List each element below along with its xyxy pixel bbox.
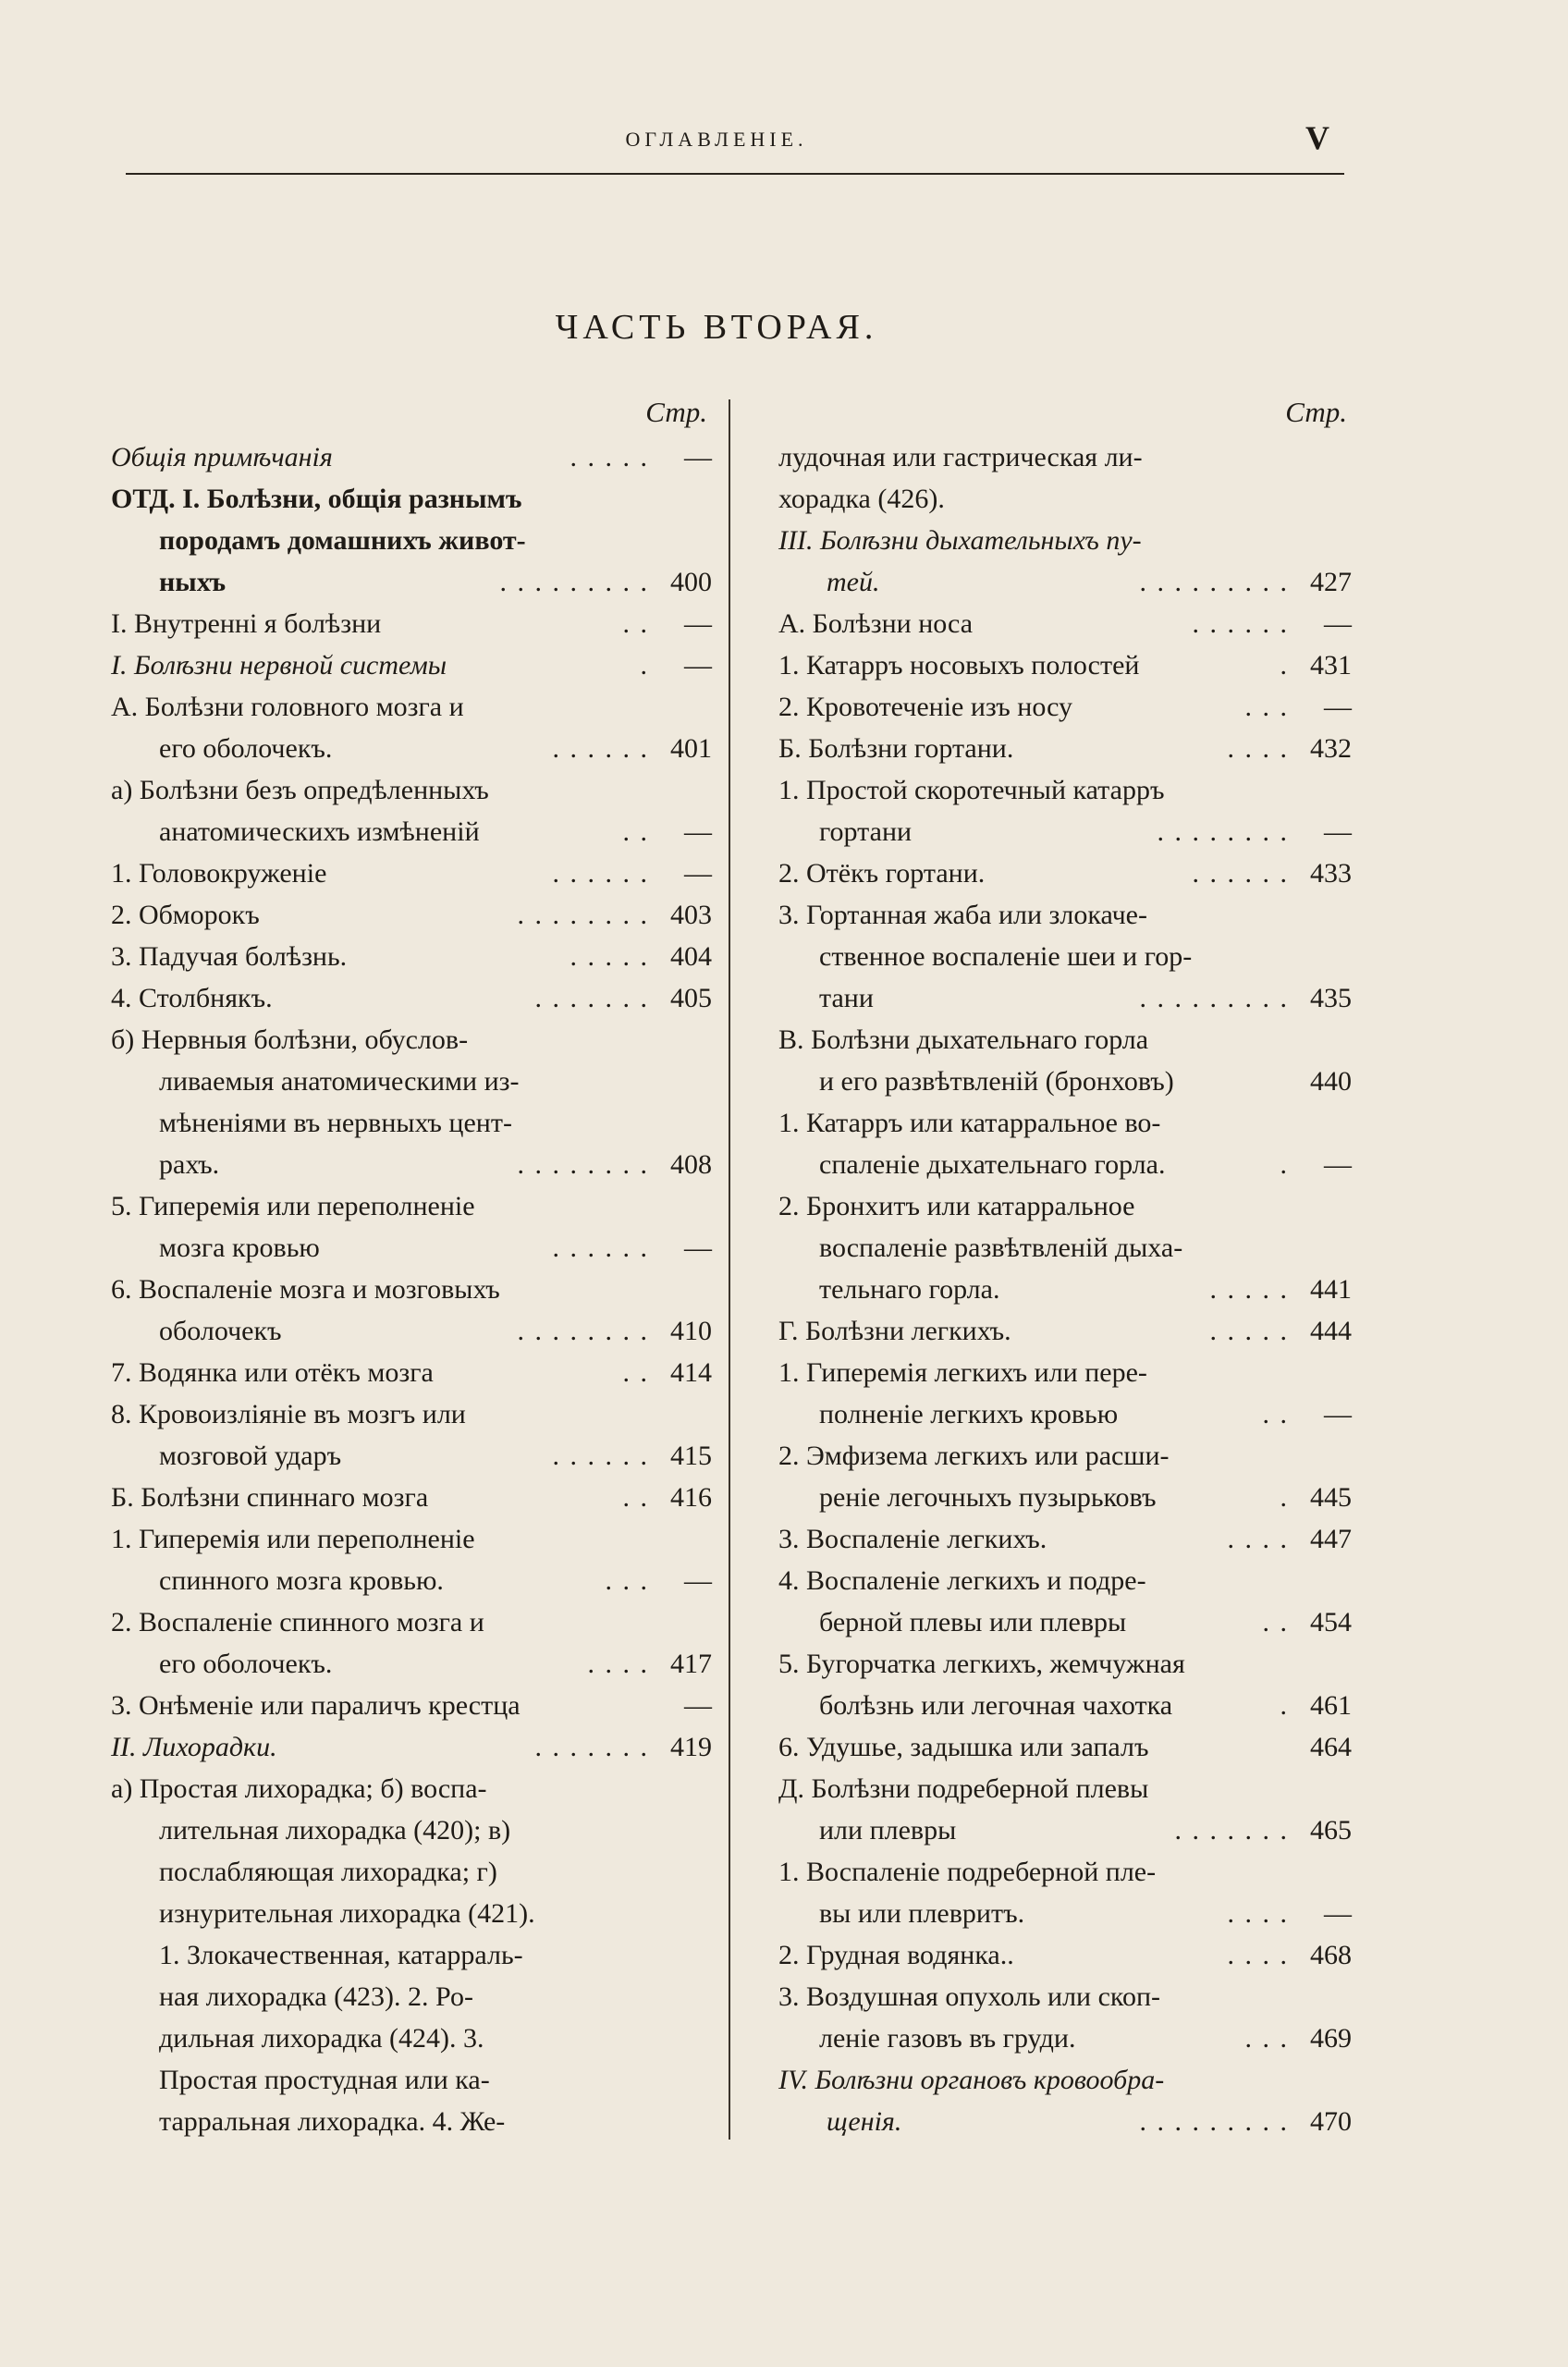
toc-entry-page: — (684, 650, 712, 681)
toc-entry (778, 478, 1352, 520)
toc-entry (778, 1934, 1352, 1976)
toc-entry (778, 1393, 1352, 1435)
toc-entry (111, 1601, 712, 1643)
toc-entry-leader: . . . . . . (544, 1233, 649, 1263)
toc-entry-leader: . . . . . . . (1166, 1815, 1289, 1846)
toc-entry (778, 1560, 1352, 1601)
toc-entry-page: — (1324, 692, 1352, 722)
toc-entry (111, 1893, 712, 1934)
toc-entry-title: спаленіе дыхательнаго горла. (819, 1149, 1166, 1180)
toc-entry-leader: . . . . . . . . . (1131, 983, 1289, 1013)
toc-entry-title: 2. Отёкъ гортани. (778, 858, 986, 889)
toc-entry-page: — (1324, 816, 1352, 847)
toc-entry (778, 1310, 1352, 1352)
toc-entry-title: 1. Простой скоротечный катарръ (778, 775, 1165, 805)
toc-entry-leader: . . . . . . . . (508, 1316, 649, 1346)
toc-entry (111, 1809, 712, 1851)
toc-entry-title: 5. Гиперемія или переполненіе (111, 1191, 475, 1221)
toc-entry (111, 1477, 712, 1518)
toc-entry (111, 561, 712, 603)
toc-entry-title: а) Простая лихорадка; б) воспа- (111, 1773, 487, 1804)
toc-entry (111, 1185, 712, 1227)
toc-entry-page: — (684, 1565, 712, 1596)
toc-entry-title: 7. Водянка или отёкъ мозга (111, 1357, 434, 1388)
toc-entry (111, 686, 712, 728)
toc-entry-leader: . . (1254, 1607, 1289, 1637)
toc-entry (778, 644, 1352, 686)
toc-entry-leader: . . . (1236, 692, 1289, 722)
toc-entry-page: 470 (1310, 2106, 1352, 2137)
toc-entry-page: 401 (670, 733, 712, 764)
toc-entry (778, 1643, 1352, 1685)
toc-entry-title: послабляющая лихорадка; г) (159, 1857, 497, 1887)
toc-entry-title: 5. Бугорчатка легкихъ, жемчужная (778, 1649, 1185, 1679)
toc-entry-leader: . . (614, 1482, 649, 1513)
toc-entry-title: тани (819, 983, 874, 1013)
toc-entry-title: 3. Гортанная жаба или злокаче- (778, 900, 1147, 930)
toc-entry-title: или плевры (819, 1815, 957, 1846)
toc-entry-page: 465 (1310, 1815, 1352, 1846)
toc-entry-page: 447 (1310, 1524, 1352, 1554)
toc-entry-title: берной плевы или плевры (819, 1607, 1127, 1637)
toc-entry (111, 2059, 712, 2101)
toc-entry (778, 1601, 1352, 1643)
toc-entry-title: IV. Болѣзни органовъ кровообра- (778, 2065, 1165, 2095)
toc-entry (111, 478, 712, 520)
toc-entry (778, 2017, 1352, 2059)
toc-entry-title: Б. Болѣзни гортани. (778, 733, 1014, 764)
toc-entry (111, 2017, 712, 2059)
toc-entry-leader: . . . . . . . . . (491, 567, 649, 597)
toc-entry (778, 1726, 1352, 1768)
toc-entry (111, 852, 712, 894)
toc-entry-title: 4. Воспаленіе легкихъ и подре- (778, 1565, 1146, 1596)
toc-entry (111, 1518, 712, 1560)
toc-entry (111, 2101, 712, 2142)
toc-entry (111, 1726, 712, 1768)
toc-entry-title: мозга кровью (159, 1233, 320, 1263)
toc-entry-title: дильная лихорадка (424). 3. (159, 2023, 484, 2054)
toc-entry (111, 1144, 712, 1185)
toc-entry (778, 1102, 1352, 1144)
toc-entry-leader: . . . . . . . . (508, 1149, 649, 1180)
toc-entry (778, 2101, 1352, 2142)
toc-entry-page: — (1324, 608, 1352, 639)
toc-entry-title: А. Болѣзни носа (778, 608, 974, 639)
toc-entry-page: 414 (670, 1357, 712, 1388)
toc-entry-leader: . . . . . . (1183, 608, 1289, 639)
toc-entry-title: ная лихорадка (423). 2. Ро- (159, 1981, 473, 2012)
toc-entry-page: 432 (1310, 733, 1352, 764)
toc-entry (111, 977, 712, 1019)
toc-entry-title: 2. Эмфизема легкихъ или расши- (778, 1441, 1170, 1471)
toc-entries-right (778, 436, 1352, 2142)
toc-entry-page: 431 (1310, 650, 1352, 681)
toc-entry-title: воспаленіе развѣтвленій дыха- (819, 1233, 1183, 1263)
toc-entry (778, 520, 1352, 561)
toc-entry-title: Б. Болѣзни спиннаго мозга (111, 1482, 429, 1513)
toc-entry-page: 415 (670, 1441, 712, 1471)
toc-entry (111, 1227, 712, 1269)
toc-entry-title: б) Нервныя болѣзни, обуслов- (111, 1024, 469, 1055)
toc-entry (111, 1269, 712, 1310)
toc-entry (778, 1893, 1352, 1934)
toc-entry-leader: . . . . (1219, 733, 1289, 764)
toc-entry (778, 603, 1352, 644)
toc-entry-leader: . . . . . . . . (1148, 816, 1289, 847)
toc-entry-page: — (684, 608, 712, 639)
toc-entry-title: 1. Гиперемія или переполненіе (111, 1524, 475, 1554)
toc-entry-leader: . . . . (1219, 1524, 1289, 1554)
toc-entry-page: 454 (1310, 1607, 1352, 1637)
toc-entry (111, 1643, 712, 1685)
toc-entry-title: Д. Болѣзни подреберной плевы (778, 1773, 1149, 1804)
toc-entry-title: породамъ домашнихъ живот- (159, 525, 526, 556)
toc-entry-title: 2. Грудная водянка.. (778, 1940, 1014, 1970)
toc-entry-title: 6. Воспаленіе мозга и мозговыхъ (111, 1274, 500, 1305)
toc-entry (778, 1768, 1352, 1809)
toc-entry-title: а) Болѣзни безъ опредѣленныхъ (111, 775, 489, 805)
toc-entry (111, 769, 712, 811)
toc-entry-page: 444 (1310, 1316, 1352, 1346)
toc-entry-leader: . . . . . . (544, 733, 649, 764)
toc-entry-leader: . . . . . . (544, 858, 649, 889)
toc-entry (778, 1061, 1352, 1102)
toc-entry-leader: . . . . . . (1183, 858, 1289, 889)
toc-entry (111, 728, 712, 769)
toc-entry-page: — (684, 442, 712, 472)
toc-entry-title: I. Болѣзни нервной системы (111, 650, 447, 681)
toc-entry-page: 464 (1310, 1732, 1352, 1762)
toc-entry-page: 405 (670, 983, 712, 1013)
toc-entry (111, 1976, 712, 2017)
toc-entry-title: ОТД. І. Болѣзни, общія разнымъ (111, 484, 522, 514)
toc-entry-title: ливаемыя анатомическими из- (159, 1066, 520, 1097)
toc-entry-page: 468 (1310, 1940, 1352, 1970)
toc-entry-title: вы или плевритъ. (819, 1898, 1025, 1929)
toc-entry-title: 1. Злокачественная, катарраль- (159, 1940, 523, 1970)
toc-entry-title: мозговой ударъ (159, 1441, 342, 1471)
toc-entry (778, 936, 1352, 977)
toc-entry-title: болѣзнь или легочная чахотка (819, 1690, 1173, 1721)
part-title: ЧАСТЬ ВТОРАЯ. (555, 308, 878, 347)
toc-entry-title: 2. Обморокъ (111, 900, 260, 930)
toc-entry-leader: . . (614, 608, 649, 639)
toc-entry (111, 1685, 712, 1726)
toc-entry (111, 1019, 712, 1061)
running-title: ОГЛАВЛЕНІЕ. (625, 128, 808, 151)
toc-entry-title: тей. (827, 567, 880, 597)
toc-entry-page: 445 (1310, 1482, 1352, 1513)
toc-entry (778, 561, 1352, 603)
toc-entry-title: изнурительная лихорадка (421). (159, 1898, 535, 1929)
toc-entry (778, 1518, 1352, 1560)
toc-entry-title: 2. Воспаленіе спинного мозга и (111, 1607, 484, 1637)
toc-entry-title: 3. Онѣменіе или параличъ крестца (111, 1690, 521, 1721)
toc-entry-title: 3. Падучая болѣзнь. (111, 941, 348, 972)
toc-entry (111, 1934, 712, 1976)
toc-entry-title: леніе газовъ въ груди. (819, 2023, 1076, 2054)
toc-entry (111, 520, 712, 561)
toc-entry-title: 1. Катарръ или катарральное во- (778, 1108, 1161, 1138)
toc-entry (111, 436, 712, 478)
toc-entry-leader: . . (1254, 1399, 1289, 1429)
toc-entry-page: 408 (670, 1149, 712, 1180)
toc-entry-page: 435 (1310, 983, 1352, 1013)
toc-entry-title: мѣненіями въ нервныхъ цент- (159, 1108, 512, 1138)
toc-entry (778, 894, 1352, 936)
toc-entry (111, 1352, 712, 1393)
toc-entry (778, 1851, 1352, 1893)
toc-entry-title: тельнаго горла. (819, 1274, 1000, 1305)
toc-entry (111, 1061, 712, 1102)
toc-entry (778, 1685, 1352, 1726)
toc-entry-title: ственное воспаленіе шеи и гор- (819, 941, 1193, 972)
toc-entry-page: 400 (670, 567, 712, 597)
toc-entry (778, 811, 1352, 852)
toc-entry-title: 1. Гиперемія легкихъ или пере- (778, 1357, 1147, 1388)
toc-entry-title: 4. Столбнякъ. (111, 983, 273, 1013)
toc-entry-page: — (1324, 1898, 1352, 1929)
toc-entry-title: тарральная лихорадка. 4. Же- (159, 2106, 506, 2137)
toc-entry-title: 1. Головокруженіе (111, 858, 327, 889)
toc-entry (111, 1768, 712, 1809)
toc-entry-title: его оболочекъ. (159, 733, 333, 764)
toc-entry-page: — (1324, 1399, 1352, 1429)
toc-entry-page: 469 (1310, 2023, 1352, 2054)
toc-entry-page: 417 (670, 1649, 712, 1679)
toc-entry-title: 2. Бронхитъ или катарральное (778, 1191, 1135, 1221)
toc-entry-title: 1. Катарръ носовыхъ полостей (778, 650, 1140, 681)
toc-entry-page: 440 (1310, 1066, 1352, 1097)
column-divider (729, 399, 730, 2140)
toc-entry-title: спинного мозга кровью. (159, 1565, 444, 1596)
toc-entry-page: 404 (670, 941, 712, 972)
toc-entry (778, 1477, 1352, 1518)
toc-entry (778, 769, 1352, 811)
toc-entry-leader: . . (614, 1357, 649, 1388)
toc-entry-leader: . . . . . . (544, 1441, 649, 1471)
toc-entry-leader: . . . . (579, 1649, 649, 1679)
toc-entry-leader: . . . (596, 1565, 649, 1596)
toc-entry-title: ныхъ (159, 567, 227, 597)
toc-right-column (778, 396, 1352, 2142)
toc-entry-leader: . . . . . . . (526, 1732, 649, 1762)
toc-entry (111, 1435, 712, 1477)
page-column-label: Стр. (1285, 396, 1347, 428)
toc-entry-title: Г. Болѣзни легкихъ. (778, 1316, 1011, 1346)
toc-entry-leader: . . . . (1219, 1898, 1289, 1929)
toc-entry-page: — (684, 1233, 712, 1263)
toc-entry-leader: . (1271, 1149, 1289, 1180)
toc-entry-title: Общія примѣчанія (111, 442, 333, 472)
toc-entry-page: — (684, 858, 712, 889)
toc-entry (778, 977, 1352, 1019)
toc-entry-title: анатомическихъ измѣненій (159, 816, 480, 847)
toc-entry-leader: . (1271, 650, 1289, 681)
toc-entry (778, 1269, 1352, 1310)
toc-entry-leader: . (631, 650, 649, 681)
toc-entry-title: II. Лихорадки. (111, 1732, 277, 1762)
toc-entry (111, 1393, 712, 1435)
toc-entry-title: полненіе легкихъ кровью (819, 1399, 1119, 1429)
toc-entry-leader: . . (614, 816, 649, 847)
toc-entry-title: 2. Кровотеченіе изъ носу (778, 692, 1072, 722)
toc-entry-leader: . . . (1236, 2023, 1289, 2054)
toc-entry-title: 1. Воспаленіе подреберной пле- (778, 1857, 1157, 1887)
toc-entry-title: оболочекъ (159, 1316, 282, 1346)
toc-entry-page: 403 (670, 900, 712, 930)
toc-entry (111, 936, 712, 977)
toc-entry-leader: . . . . . . . (526, 983, 649, 1013)
toc-entry (778, 728, 1352, 769)
toc-entry-page: — (684, 1690, 712, 1721)
toc-entry-page: 433 (1310, 858, 1352, 889)
toc-entry-page: 461 (1310, 1690, 1352, 1721)
toc-entry (111, 811, 712, 852)
toc-left-column (111, 396, 712, 2142)
toc-entry-title: 3. Воздушная опухоль или скоп- (778, 1981, 1161, 2012)
toc-entry (778, 1352, 1352, 1393)
toc-entry-title: III. Болѣзни дыхательныхъ пу- (778, 525, 1142, 556)
toc-entry (111, 1851, 712, 1893)
toc-entry (778, 1227, 1352, 1269)
toc-entry (111, 644, 712, 686)
page-column-label: Стр. (645, 396, 707, 428)
header-rule (126, 173, 1344, 175)
toc-entry-leader: . . . . . (561, 941, 649, 972)
toc-entry-title: I. Внутренні я болѣзни (111, 608, 382, 639)
toc-entry (778, 436, 1352, 478)
toc-entries-left (111, 436, 712, 2142)
toc-entry-page: 441 (1310, 1274, 1352, 1305)
toc-entry-page: — (1324, 1149, 1352, 1180)
toc-entry-title: 8. Кровоизліяніе въ мозгъ или (111, 1399, 466, 1429)
toc-entry (111, 1560, 712, 1601)
toc-entry (778, 686, 1352, 728)
toc-entry (778, 1185, 1352, 1227)
toc-entry (778, 1976, 1352, 2017)
toc-entry-leader: . (1271, 1482, 1289, 1513)
toc-entry-title: хорадка (426). (778, 484, 945, 514)
toc-entry-leader: . . . . . . . . . (1131, 567, 1289, 597)
toc-entry-title: его оболочекъ. (159, 1649, 333, 1679)
toc-entry-leader: . . . . . (561, 442, 649, 472)
toc-entry-page: 416 (670, 1482, 712, 1513)
toc-entry-leader: . . . . . (1201, 1274, 1289, 1305)
toc-entry-page: 410 (670, 1316, 712, 1346)
toc-entry-page: 419 (670, 1732, 712, 1762)
toc-entry (778, 1144, 1352, 1185)
toc-entry-title: щенія. (827, 2106, 902, 2137)
toc-entry (778, 2059, 1352, 2101)
toc-entry-page: 427 (1310, 567, 1352, 597)
toc-entry-title: 6. Удушье, задышка или запалъ (778, 1732, 1149, 1762)
toc-entry-title: 3. Воспаленіе легкихъ. (778, 1524, 1047, 1554)
page-number: V (1305, 119, 1329, 156)
toc-entry-title: и его развѣтвленій (бронховъ) (819, 1066, 1174, 1097)
toc-entry-page: — (684, 816, 712, 847)
toc-entry-title: А. Болѣзни головного мозга и (111, 692, 464, 722)
toc-entry-leader: . . . . . . . . . (1131, 2106, 1289, 2137)
toc-entry-leader: . . . . (1219, 1940, 1289, 1970)
toc-entry-title: В. Болѣзни дыхательнаго горла (778, 1024, 1149, 1055)
toc-entry (778, 1809, 1352, 1851)
toc-entry (778, 1435, 1352, 1477)
toc-entry-leader: . (1271, 1690, 1289, 1721)
toc-entry-title: гортани (819, 816, 913, 847)
toc-entry-title: Простая простудная или ка- (159, 2065, 490, 2095)
toc-entry (111, 1102, 712, 1144)
toc-entry (778, 852, 1352, 894)
toc-entry-title: лительная лихорадка (420); в) (159, 1815, 511, 1846)
toc-entry (111, 603, 712, 644)
toc-entry (111, 1310, 712, 1352)
toc-entry-title: рахъ. (159, 1149, 220, 1180)
toc-entry-title: лудочная или гастрическая ли- (778, 442, 1143, 472)
toc-entry-title: реніе легочныхъ пузырьковъ (819, 1482, 1157, 1513)
toc-entry-leader: . . . . . . . . (508, 900, 649, 930)
toc-entry (778, 1019, 1352, 1061)
toc-entry (111, 894, 712, 936)
toc-entry-leader: . . . . . (1201, 1316, 1289, 1346)
